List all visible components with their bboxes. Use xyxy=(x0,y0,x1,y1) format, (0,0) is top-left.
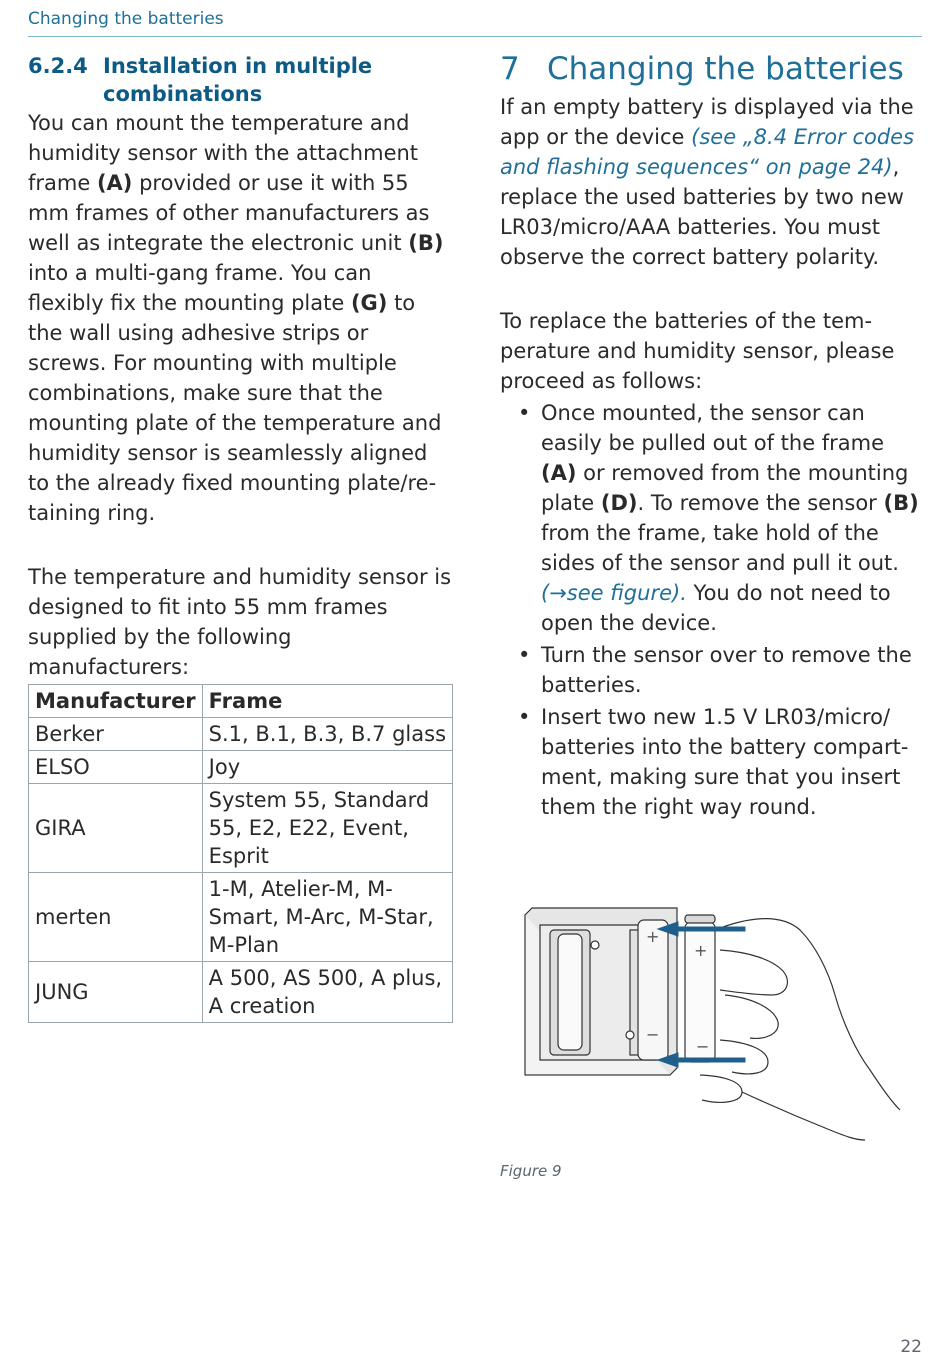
manufacturer-cell: GIRA xyxy=(29,784,203,873)
procedure-step-segment: Once mounted, the sensor can easily be pulled out of the frame xyxy=(541,401,885,455)
installation-paragraph-segment: (G) xyxy=(350,291,388,315)
chapter-title: Changing the batteries xyxy=(547,51,904,87)
procedure-list xyxy=(500,398,925,822)
right-column xyxy=(500,52,925,822)
procedure-step-segment: Insert two new 1.5 V LR03/micro/ batteries into the battery compartment, making sure that you insert them the right way round. xyxy=(541,705,909,819)
procedure-step-segment: (B) xyxy=(883,491,919,515)
manufacturers-intro-paragraph: The temperature and humidity sensor is designed to fit into 55 mm frames supplied by the following manufacturers: xyxy=(28,565,452,679)
procedure-step-segment: You do not need to open the device. xyxy=(541,581,891,635)
battery-intro-paragraph xyxy=(500,92,925,272)
hand-illustration xyxy=(700,919,900,1140)
battery-replacement-figure xyxy=(510,900,910,1145)
manufacturer-table xyxy=(28,684,453,1023)
table-row xyxy=(29,718,453,751)
procedure-step-segment: (→see figure). xyxy=(541,581,687,605)
sensor-device-illustration xyxy=(525,908,715,1075)
frame-cell: 1-M, Atelier-M, M-Smart, M-Arc, M-Star, M-Plan xyxy=(202,873,452,962)
procedure-step-segment: (A) xyxy=(541,461,577,485)
table-row xyxy=(29,751,453,784)
running-header: Changing the batteries xyxy=(28,9,224,29)
procedure-step-segment: Turn the sensor over to remove the batteries. xyxy=(541,643,912,697)
installation-paragraph-segment: You can mount the temperature and humidity sensor with the attachment frame xyxy=(28,111,419,195)
table-header-row xyxy=(29,685,453,718)
manufacturer-cell: Berker xyxy=(29,718,203,751)
chapter-number: 7 xyxy=(500,51,520,87)
minus-mark: − xyxy=(646,1025,660,1044)
bullet-icon: • xyxy=(518,643,531,667)
table-row xyxy=(29,962,453,1023)
installation-paragraph-segment: provided or use it with 55 mm frames of other manufacturers as well as integrate the electronic unit xyxy=(28,171,430,255)
battery-intro-paragraph-segment: , replace the used batteries by two new LR03/micro/AAA batteries. You must observe the correct battery polarity. xyxy=(500,155,904,269)
installation-paragraph-segment: to the wall using adhesive strips or screws. For mounting with multiple combinations, make sure that the mounting plate of the temperature and humidity sensor is seamlessly aligned to the already fixed mounting plate/retaining ring. xyxy=(28,291,442,525)
frame-cell: Joy xyxy=(202,751,452,784)
procedure-intro-paragraph: To replace the batteries of the temperature and humidity sensor, please proceed as follows: xyxy=(500,309,895,393)
procedure-step-segment: (D) xyxy=(600,491,638,515)
installation-paragraph-segment: (B) xyxy=(408,231,444,255)
plus-mark: + xyxy=(646,927,660,946)
section-title: Installation in multiple combinations xyxy=(103,54,373,106)
procedure-step-segment: . To remove the sensor xyxy=(637,491,884,515)
procedure-step-segment: or removed from the mounting plate xyxy=(541,461,909,515)
section-heading-6-2-4 xyxy=(28,52,453,108)
minus-mark-2: − xyxy=(696,1037,710,1056)
left-column xyxy=(28,52,453,1023)
manufacturer-cell: JUNG xyxy=(29,962,203,1023)
frame-cell: S.1, B.1, B.3, B.7 glass xyxy=(202,718,452,751)
table-row xyxy=(29,873,453,962)
column-header-manufacturer: Manufacturer xyxy=(29,685,203,718)
section-number: 6.2.4 xyxy=(28,54,88,78)
installation-paragraph-segment: (A) xyxy=(96,171,133,195)
procedure-step xyxy=(500,398,925,638)
column-header-frame: Frame xyxy=(202,685,452,718)
header-divider xyxy=(28,36,922,37)
procedure-step xyxy=(500,640,925,700)
installation-paragraph xyxy=(28,108,453,528)
battery-intro-paragraph-segment: If an empty battery is displayed via the app or the device xyxy=(500,95,914,149)
manufacturer-cell: ELSO xyxy=(29,751,203,784)
page-number: 22 xyxy=(900,1337,922,1357)
procedure-step xyxy=(500,702,925,822)
frame-cell: System 55, Standard 55, E2, E22, Event, Esprit xyxy=(202,784,452,873)
battery-intro-paragraph-segment: (see „8.4 Error codes and flashing sequences“ on page 24) xyxy=(500,125,915,179)
figure-caption: Figure 9 xyxy=(500,1162,562,1180)
bullet-icon: • xyxy=(518,705,531,729)
frame-cell: A 500, AS 500, A plus, A creation xyxy=(202,962,452,1023)
table-row xyxy=(29,784,453,873)
installation-paragraph-segment: into a multi-gang frame. You can flexibly fix the mounting plate xyxy=(28,261,372,315)
bullet-icon: • xyxy=(518,401,531,425)
manufacturer-cell: merten xyxy=(29,873,203,962)
plus-mark-2: + xyxy=(694,941,708,960)
procedure-step-segment: from the frame, take hold of the sides of the sensor and pull it out. xyxy=(541,521,899,575)
chapter-heading xyxy=(500,52,925,86)
table-body xyxy=(29,718,453,1023)
